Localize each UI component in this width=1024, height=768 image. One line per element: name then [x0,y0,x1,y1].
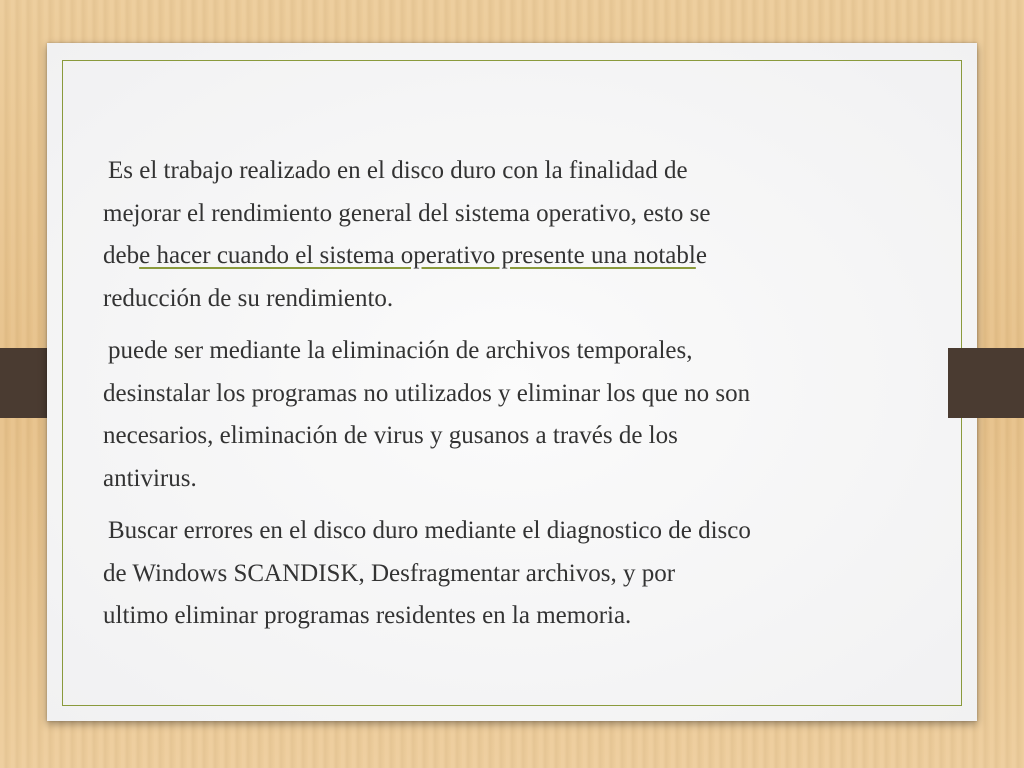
paragraph-1-line-1: Es el trabajo realizado en el disco duro con la finalidad de [108,157,688,184]
paragraph-3-line-3: ultimo eliminar programas residentes en la memoria. [103,602,632,629]
paragraph-3-line-1: Buscar errores en el disco duro mediante el diagnostico de disco [108,517,751,544]
paragraph-3-line-2: de Windows SCANDISK, Desfragmentar archivos, y por [103,559,676,587]
paragraph-1-line-4: reducción de su rendimiento. [103,284,394,312]
paragraph-2 [103,330,963,500]
paragraph-3 [103,510,963,638]
paragraph-1-line-2: mejorar el rendimiento general del sistema operativo, esto se [103,199,711,227]
paragraph-2-line-4: antivirus. [103,464,197,492]
paragraph-2-line-3: necesarios, eliminación de virus y gusanos a través de los [103,422,678,449]
slide-body [103,150,963,648]
underlined-text: e hacer cuando el sistema operativo presente una notabl [139,242,696,269]
paragraph-2-line-1: puede ser mediante la eliminación de archivos temporales, [108,337,693,364]
paragraph-1-line-3 [103,235,963,278]
line-3-prefix: deb [103,242,140,269]
paragraph-1 [103,150,963,320]
line-3-suffix: e [695,242,707,269]
paragraph-2-line-2: desinstalar los programas no utilizados y eliminar los que no son [103,379,751,407]
